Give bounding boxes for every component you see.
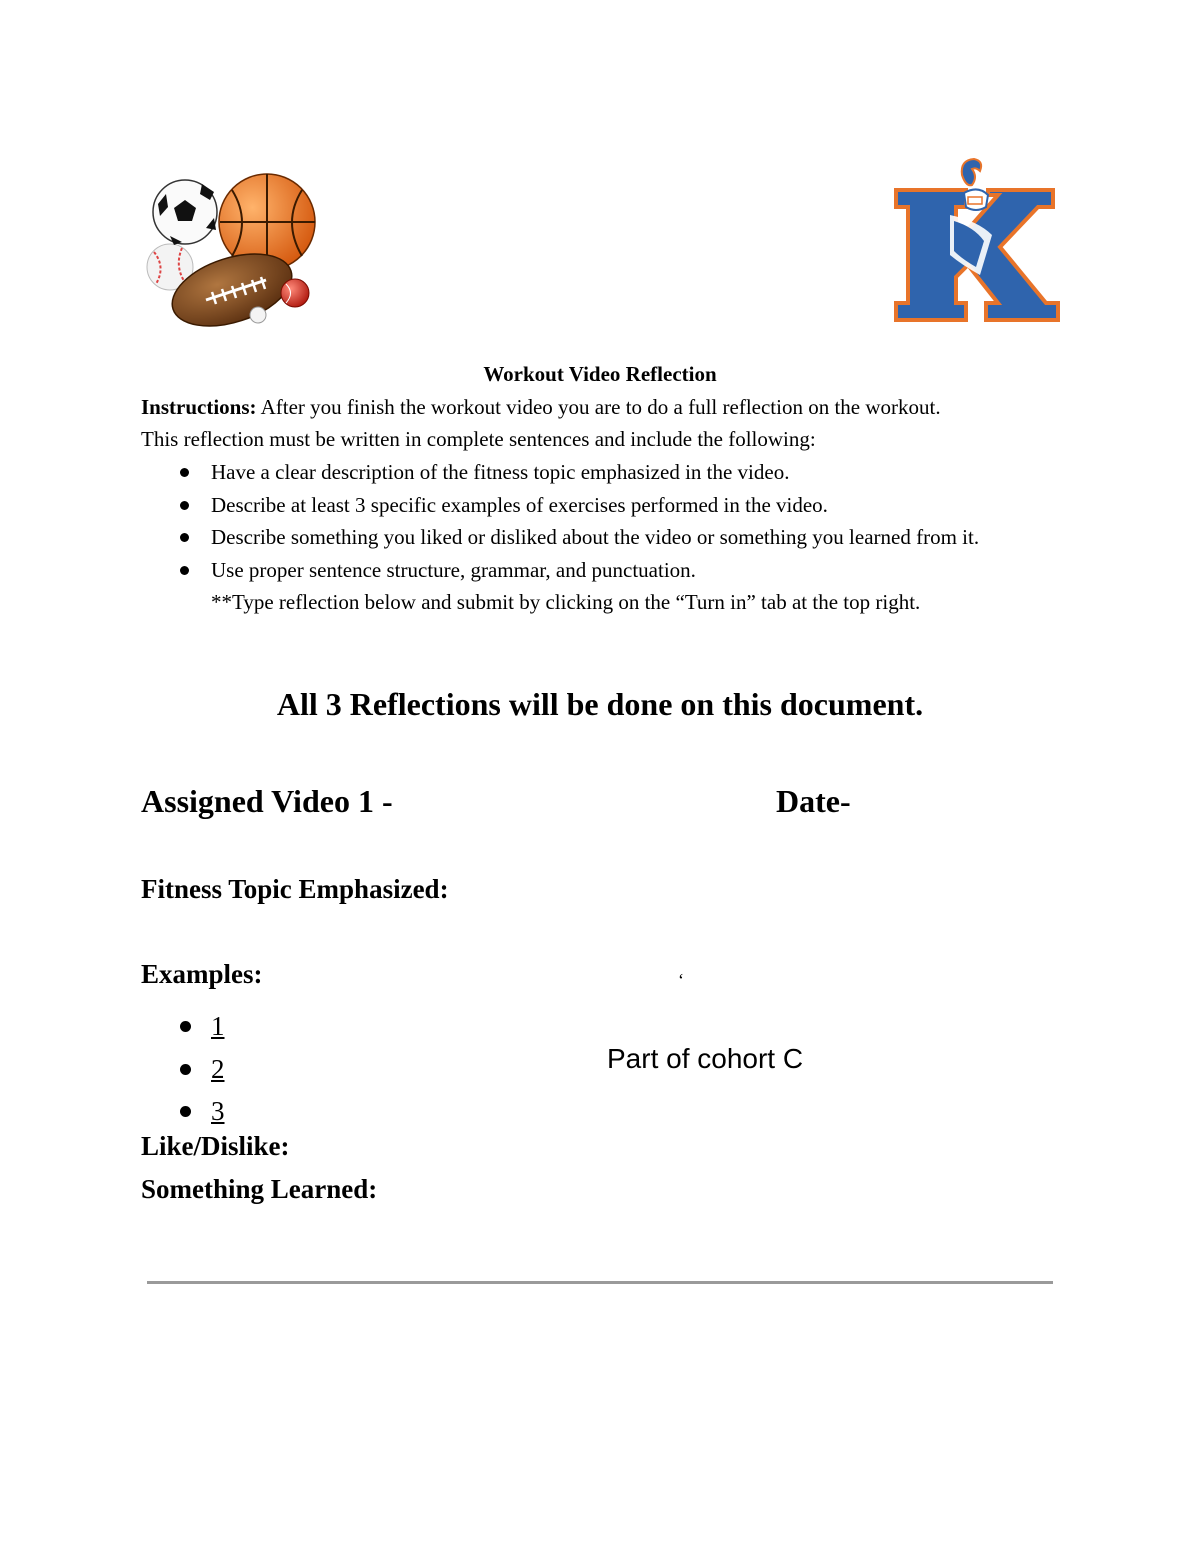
like-dislike-label: Like/Dislike: [141,1131,290,1161]
horizontal-rule [147,1281,1053,1284]
date-label: Date- [776,783,851,819]
instructions-list [141,456,1061,619]
k-logo-icon [888,155,1063,327]
main-heading: All 3 Reflections will be done on this document. [276,686,924,722]
list-item: 1 [141,1005,225,1048]
document-title: Workout Video Reflection [483,362,717,386]
side-mark: ‘ [678,970,684,990]
turn-in-note: **Type reflection below and submit by clicking on the “Turn in” tab at the top right. [211,590,921,614]
instructions-text: After you finish the workout video you are to do a full reflection on the workout. [260,395,941,419]
cohort-note: Part of cohort C [607,1043,804,1074]
assigned-video-label: Assigned Video 1 - [141,783,393,819]
fitness-topic-label: Fitness Topic Emphasized: [141,874,449,904]
instructions-line-1 [141,391,941,423]
sports-balls-icon [140,172,325,327]
instructions-line-2: This reflection must be written in complete sentences and include the following: [141,427,816,451]
list-item: Describe something you liked or disliked about the video or something you learned from it. [141,521,1061,554]
list-item: Have a clear description of the fitness topic emphasized in the video. [141,456,1061,489]
list-item: Use proper sentence structure, grammar, and punctuation. [141,554,1061,587]
examples-list [141,1005,225,1133]
list-item: 3 [141,1090,225,1133]
list-item: 2 [141,1048,225,1091]
examples-label: Examples: [141,959,263,989]
list-item: Describe at least 3 specific examples of exercises performed in the video. [141,489,1061,522]
something-learned-label: Something Learned: [141,1174,378,1204]
instructions-label: Instructions: [141,395,257,419]
